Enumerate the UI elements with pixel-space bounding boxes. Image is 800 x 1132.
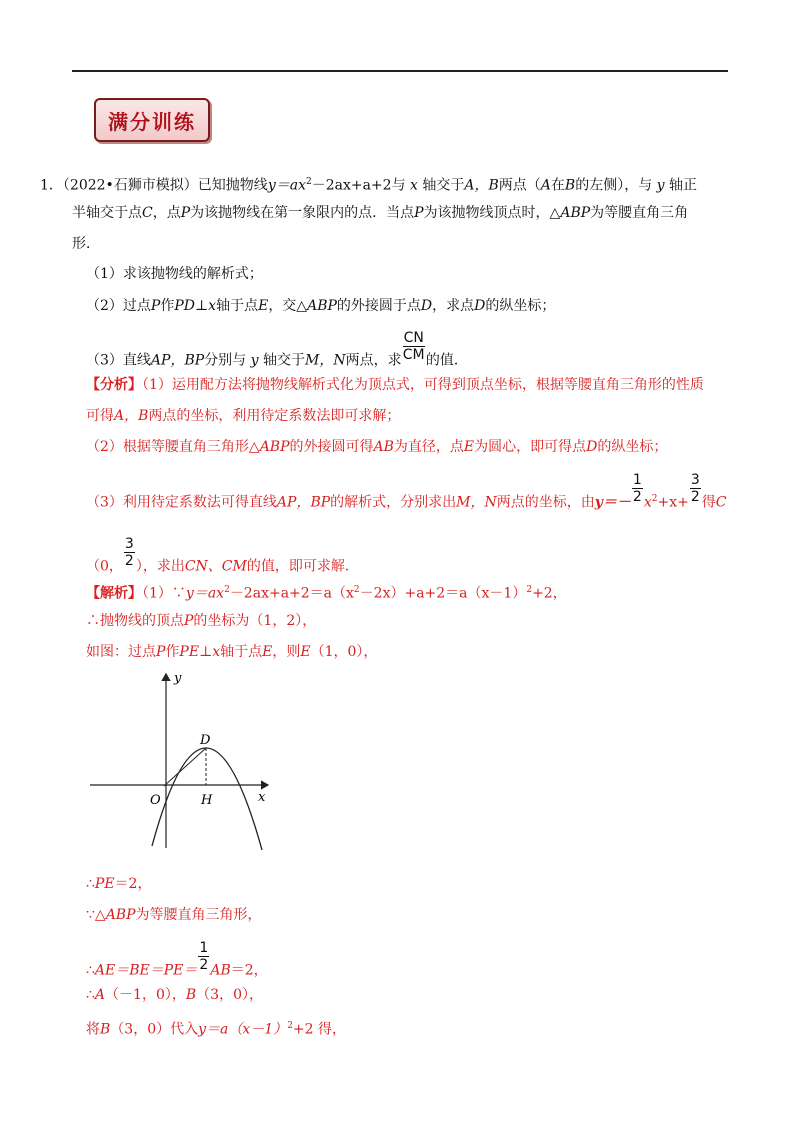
fraction-one-half: $\frac{1}{2}$: [632, 472, 642, 505]
label-h: H: [201, 793, 213, 808]
analysis-line-3: （2）根据等腰直角三角形△ABP的外接圆可得AB为直径，点E为圆心，即可得点D的纵坐标；: [86, 439, 668, 455]
section-badge: [94, 98, 210, 142]
section-badge-label: 满分训练: [108, 109, 196, 134]
analysis-line-4: （3）利用待定系数法可得直线AP，BP的解析式，分别求出M，N两点的坐标，由y＝－ $\frac{1}{2}$ $x^2+x+$ $\frac{3}{2}$ 得C: [86, 472, 727, 511]
analysis-line-5: （0， $\frac{3}{2}$ ），求出CN、CM的值，即可求解．: [86, 536, 359, 575]
top-rule: [72, 70, 728, 72]
question-1: （1）求该抛物线的解析式；: [86, 266, 263, 282]
solution-line-7: ∴A（－1，0），B（3，0），: [86, 987, 263, 1003]
solution-line-8: 将B（3，0）代入$y=a(x-1)^2+2$ 得，: [86, 1021, 347, 1038]
label-o: O: [150, 793, 161, 808]
label-x: x: [258, 790, 266, 805]
fraction-three-half: $\frac{3}{2}$: [690, 472, 700, 505]
solution-line-5: ∵△ABP为等腰直角三角形，: [86, 907, 262, 923]
solution-line-6: ∴AE＝BE＝PE＝ $\frac{1}{2}$ AB＝2，: [86, 940, 268, 979]
problem-line-1: 1．（2022•石狮市模拟）已知抛物线$y=ax^2-2ax+a+2$与 x 轴交于A，B两点（A在B的左侧），与 y 轴正: [40, 177, 698, 194]
question-3: （3）直线AP，BP分别与 y 轴交于M，N两点，求 $\frac{CN}{CM}$ 的值．: [86, 330, 468, 369]
problem-line-2: 半轴交于点C，点P为该抛物线在第一象限内的点．当点P为该抛物线顶点时，△ABP为等腰直角三角: [72, 205, 689, 221]
fraction-half-ab: $\frac{1}{2}$: [199, 940, 209, 973]
parabola-figure: [86, 668, 286, 858]
problem-line-3: 形．: [72, 236, 100, 252]
analysis-line-1: 【分析】（1）运用配方法将抛物线解析式化为顶点式，可得到顶点坐标，根据等腰直角三角形的性质: [86, 377, 704, 393]
solution-line-4: ∴PE＝2，: [86, 876, 152, 892]
label-d: D: [200, 733, 211, 748]
question-2: （2）过点P作PD⊥x轴于点E，交△ABP的外接圆于点D，求点D的纵坐标；: [86, 298, 556, 314]
analysis-line-2: 可得A，B两点的坐标，利用待定系数法即可求解；: [86, 408, 401, 424]
solution-line-2: ∴抛物线的顶点P的坐标为（1，2），: [86, 613, 317, 629]
fraction-three-half-c: $\frac{3}{2}$: [124, 536, 134, 569]
chord-line: [164, 748, 206, 786]
solution-line-1: 【解析】$(1)\because y=ax^2-2ax+a+2=a(x^2-2x)+a+2=a(x-1)^2+2$，: [86, 585, 567, 602]
label-y: y: [174, 671, 182, 686]
fraction-cn-cm: $\frac{CN}{CM}$: [402, 330, 425, 363]
solution-line-3: 如图：过点P作PE⊥x轴于点E，则E（1，0），: [86, 644, 378, 660]
